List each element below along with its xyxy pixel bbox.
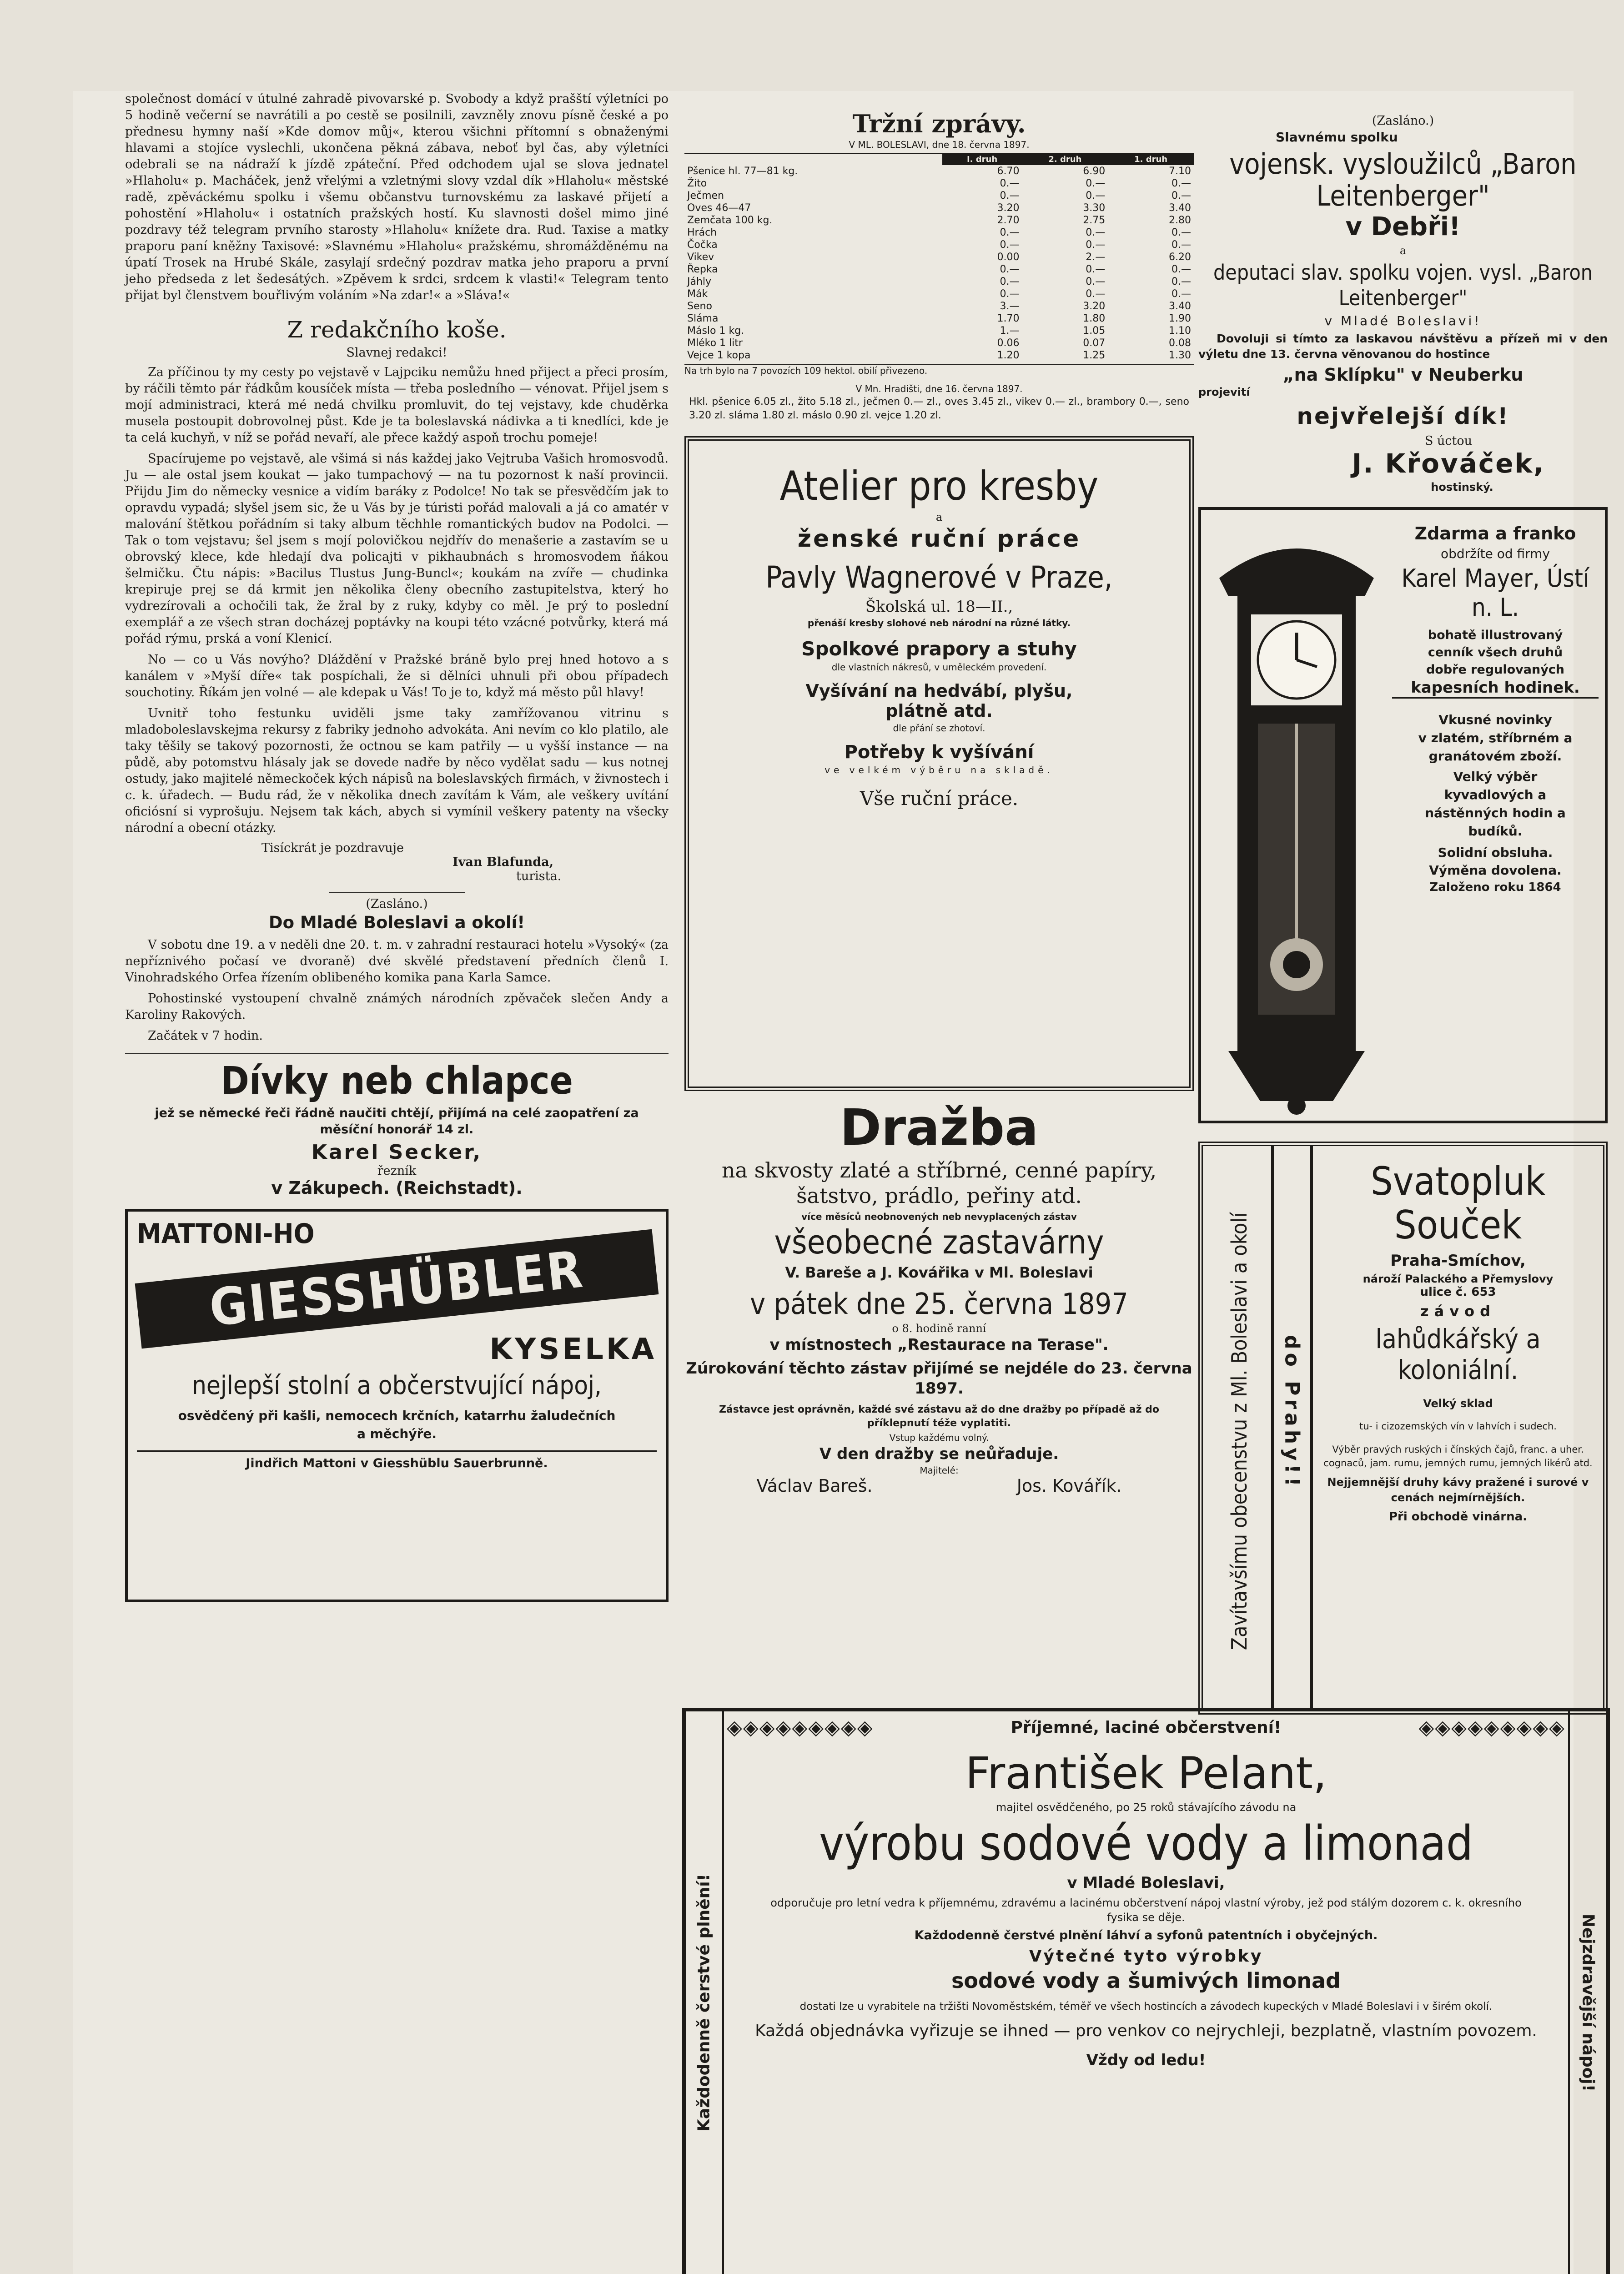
- clock-solid: Solidní obsluha.: [1438, 845, 1553, 860]
- soucek-body: [1313, 1146, 1603, 1710]
- atelier-flags-sub: dle vlastních nákresů, v uměleckém provedení.: [831, 662, 1047, 673]
- market-commodity: Hrách: [687, 227, 717, 238]
- auction-title: Dražba: [840, 1098, 1039, 1157]
- clock-watches: kapesních hodinek.: [1392, 679, 1599, 699]
- letter-paragraph: Za příčinou ty my cesty po vejstavě v Lajpciku nemůžu hned přiject a přeci prosím, by ráčili těmto pár řádkům kousíček místa — třeba posledního — vénovat. Přijel jsem s mojí administraci, která mé nedá chvilku promluvit, do tej vejstavy, kde chuděrka musela postoupit dobrovolnej půst. Kde je ta boleslavská nádivka a ti knedlíci, kde je ta celá kuchyň, v níž se pořád nevaří, ale přece každý aspoň trochu pomeje!: [125, 365, 669, 445]
- auction-house: všeobecné zastavárny: [774, 1223, 1104, 1261]
- thanks-deputation-place: v Mladé Boleslavi!: [1324, 313, 1482, 328]
- atelier-embroidery-2: plátně atd.: [885, 701, 993, 721]
- sent-label: (Zasláno.): [366, 897, 428, 911]
- thanks-dedication: Slavnému spolku: [1276, 130, 1398, 145]
- market-commodity: Máslo 1 kg.: [687, 325, 744, 337]
- ad-text: jež se německé řeči řádně naučiti chtějí, přijímá na celé zaopatření za měsíční honorář 14 zl.: [155, 1106, 639, 1137]
- pelant-body: [727, 1716, 1565, 2069]
- divider: [329, 892, 465, 893]
- market-row: [684, 239, 1194, 251]
- letter-paragraph: Spacírujeme po vejstavě, ale všimá si nás každej jako Vejtruba Vašich hromosvodů. Ju — ale ostal jsem koukat — jako tumpachový — na tu pozornost k naší provincii. Přijdu Jim do německy vesnice a vidím baráky z Podolce! No tak se přesvědčím jak to opravdu vypadá; slyšel jsem sic, že u Vás by je túristi pořád malovali a já co amatér v malování štětkou pořádním si taky album těchhle romantických budov na Podolci. — Tak o tom vejstavu; šel jsem s mojí polovičkou nejdřív do menašerie a zastavím se u obrovský klece, kde hledají dva policajti v pikhaubnách s hromosvodem ňákou šelmičku. Čtu nápis: »Bacilus Tlustus Jung-Buncl«; koukám na zvíře — chudinka krepiruje prej se dá krmit jen několika členy obecního zastupitelstva, který ho vydrezírovali a ochočili tak, že žral by z ruky, kdyby co měl. Je prý to poslední exemplář a ze všech stran docházej poptávky na koupi této vzácné potvůrky, která má pořád rýmu, prská a voní Klenicí.: [125, 452, 669, 646]
- market-price: 0.—: [1086, 288, 1106, 300]
- market-row: [684, 337, 1194, 349]
- thanks-heading: nejvřelejší dík!: [1297, 403, 1509, 429]
- divider: [125, 1053, 669, 1054]
- auction-owner: Jos. Kovářík.: [1016, 1476, 1122, 1496]
- ad-mattoni-top: MATTONI-HO: [137, 1218, 315, 1250]
- clock-text: [1392, 510, 1605, 1121]
- thanks-signer: J. Křováček,: [1352, 448, 1545, 479]
- market-price: 3.20: [1083, 301, 1106, 312]
- market-price: 1.70: [997, 313, 1020, 324]
- middle-column: [684, 91, 1194, 1496]
- clock-free: Zdarma a franko: [1414, 523, 1576, 543]
- soucek-city: Praha-Smíchov,: [1390, 1252, 1526, 1270]
- market-commodity: Zemčata 100 kg.: [687, 215, 773, 226]
- auction-owner: Václav Bareš.: [756, 1476, 873, 1496]
- letter-paragraph: No — co u Vás novýho? Dláždění v Pražské bráně bylo prej hned hotovo a s kanálem v »Myší díře« tak pospíchali, že si dělníci uhnuli při obou případech souchotiny. Říkám jen volné — ale kdepak u Vás! To je to, když má město půl hlavy!: [125, 653, 669, 699]
- pelant-text: odporučuje pro letní vedra k příjemnému, zdravému a lacinému občerstvení nápoj vlastní výroby, jež pod stálým dozorem c. k. okresního fysika se děje.: [770, 1897, 1522, 1924]
- market-price: 3.40: [1169, 202, 1191, 214]
- pelant-name: František Pelant,: [965, 1748, 1327, 1799]
- pelant-right-text: Nejzdravější nápoj!: [1579, 1913, 1598, 2092]
- market-row: [684, 312, 1194, 325]
- market-dateline: V ML. BOLESLAVI, dne 18. června 1897.: [849, 139, 1030, 150]
- market-price: 1.25: [1083, 350, 1106, 361]
- market-commodity: Čočka: [687, 239, 718, 251]
- ad-role: řezník: [377, 1164, 417, 1178]
- atelier-embroidery: Vyšívání na hedvábí, plyšu,: [805, 681, 1073, 701]
- ad-mattoni-foot: Jindřich Mattoni v Giesshüblu Sauerbrunně.: [137, 1450, 657, 1470]
- ornament-icon: ◈◈◈◈◈◈◈◈◈: [727, 1716, 874, 1739]
- market-commodity: Řepka: [687, 264, 718, 275]
- auction-place: v místnostech „Restaurace na Terase".: [769, 1336, 1109, 1354]
- market-price: 1.90: [1169, 313, 1191, 324]
- soucek-side-2: [1274, 1146, 1313, 1710]
- market-row: [684, 202, 1194, 214]
- ad-mattoni-line: nejlepší stolní a občerstvující nápoj,: [191, 1371, 602, 1400]
- market-price: 0.—: [1171, 239, 1191, 251]
- market-row: [684, 325, 1194, 337]
- pelant-left-band: [686, 1711, 724, 2274]
- pelant-sold: dostati lze u vyrabitele na tržišti Novoměstském, téměř ve všech hostincích a závodech kupeckých v Mladé Boleslavi i v širém okolí.: [799, 2001, 1493, 2012]
- auction-items: na skvosty zlaté a stříbrné, cenné papíry, šatstvo, prádlo, peřiny atd.: [721, 1158, 1157, 1208]
- thanks-veterans: vojensk. vysloužilců „Baron Leitenberger": [1229, 147, 1577, 212]
- soucek-street: ulice č. 653: [1420, 1285, 1496, 1299]
- atelier-supplies: Potřeby k vyšívání: [844, 742, 1034, 763]
- market-price: 0.—: [1000, 239, 1020, 251]
- atelier-owner: Pavly Wagnerové v Praze,: [765, 560, 1113, 595]
- market-row: [684, 288, 1194, 300]
- pelant-excellent: Výtečné tyto výrobky: [1029, 1947, 1263, 1966]
- auction-owners-label: Majitelé:: [920, 1465, 959, 1476]
- pelant-place: v Mladé Boleslavi,: [1067, 1874, 1225, 1892]
- ad-clock: [1198, 507, 1608, 1123]
- letter-paragraph: Uvnitř toho festunku uviděli jsme taky zamřížovanou vitrinu s mladoboleslavskejma rekursy z fabriky jednoho advokáta. Ani nevím co klo platilo, ale taky těšily se takový pozornosti, že octnou se kam patřily — u vyšší instance — na půdě, aby potomstvu hlásaly jak se dovede nadře by něco vydělat sadu — kus notnej ostudy, jako majitelé německoček kých nápisů na boleslavských firmách, v živnostech i c. k. úřadech. — Budu rád, že v několika dnech zavítám k Vám, ale veškery uvítání oficiósní si vyprošuju. Nejsem tak kách, abych si vymínil veškery patenty na všecky národní a obecní otázky.: [125, 706, 669, 835]
- market-row: [684, 276, 1194, 288]
- soucek-side: [1203, 1146, 1274, 1710]
- market-price: 3.—: [1000, 301, 1020, 312]
- thanks-deputation: deputaci slav. spolku vojen. vysl. „Baron Leitenberger": [1213, 260, 1593, 310]
- market-price: 0.—: [1000, 190, 1020, 201]
- sent-paragraph: V sobotu dne 19. a v neděli dne 20. t. m. v zahradní restauraci hotelu »Vysoký« (za nepříznivého počasí ve dvoraně) dvé skvělé představení předních členů I. Vinohradského Orfea řízením oblibeného komika pana Karla Samce.: [125, 938, 669, 985]
- soucek-side-2-text: do Prahy!!: [1280, 1335, 1304, 1490]
- market-price: 0.—: [1000, 178, 1020, 189]
- ad-atelier: [684, 436, 1194, 1091]
- market-commodity: Sláma: [687, 313, 719, 324]
- soucek-choice: Výběr pravých ruských i čínských čajů, franc. a uher. cognaců, jam. rumu, jemných rumu, jemných likérů atd.: [1323, 1444, 1593, 1469]
- market-row: [684, 300, 1194, 312]
- market-price: 0.—: [1000, 276, 1020, 287]
- thanks-shown: projevití: [1198, 386, 1250, 398]
- atelier-title: Atelier pro kresby: [779, 463, 1099, 509]
- clock-novelty: Vkusné novinky: [1438, 712, 1552, 727]
- ad-thanks: [1198, 114, 1608, 493]
- ad-pelant: [682, 1708, 1610, 2274]
- atelier-handmade: Vše ruční práce.: [860, 787, 1019, 810]
- market-row: [684, 251, 1194, 263]
- sent-paragraph: Pohostinské vystoupení chvalně známých národních zpěvaček slečen Andy a Karoliny Rakových.: [125, 991, 669, 1022]
- pelant-right-band: [1568, 1711, 1606, 2274]
- soucek-trade: lahůdkářský a koloniální.: [1375, 1323, 1541, 1385]
- clock-founded: Založeno roku 1864: [1429, 880, 1561, 894]
- market-price: 0.—: [1086, 239, 1106, 251]
- market-price: 0.—: [1171, 178, 1191, 189]
- market-price: 0.—: [1171, 288, 1191, 300]
- market-commodity: Pšenice hl. 77—81 kg.: [687, 166, 798, 177]
- market-commodity: Mléko 1 litr: [687, 337, 743, 349]
- market-price: 2.—: [1086, 252, 1106, 263]
- market-note: Na trh bylo na 7 povozích 109 hektol. obilí přivezeno.: [684, 364, 1194, 376]
- market-price: 1.—: [1000, 325, 1020, 337]
- auction-no-lend: V den dražby se neůřaduje.: [819, 1445, 1059, 1463]
- market-row: [684, 177, 1194, 190]
- sent-heading: Do Mladé Boleslavi a okolí!: [268, 913, 525, 932]
- soucek-service: Při obchodě vinárna.: [1388, 1510, 1528, 1524]
- clock-desc-3: dobře regulovaných: [1426, 663, 1565, 677]
- market-commodity: Seno: [687, 301, 712, 312]
- market-price: 0.—: [1171, 264, 1191, 275]
- market-row: [684, 263, 1194, 276]
- ad-mattoni-sub: KYSELKA: [489, 1333, 657, 1366]
- market-price: 2.70: [997, 215, 1020, 226]
- ad-name: Karel Secker,: [311, 1141, 483, 1164]
- article-continuation: společnost domácí v útulné zahradě pivovarské p. Svobody a když prašští výletníci po 5 hodině večerní se navrátili a po cestě se posilnili, zavzněly znovu písně české a po přednesu hymny naší »Kde domov můj«, kterou všichni přítomní s obnaženými hlavami a stojíce vyslechli, ukončena pěkná zábava, neboť byl čas, aby výletníci odebrali se na nádraží k jízdě zpáteční. Před odchodem ujal se slova jednatel »Hlaholu« p. Macháček, jenž vřelými a vzletnými slovy vzdal dík »Hlaholu« městské radě, zpěváckému spolku i všemu občanstvu turnovskému za laskavé přijetí a pohostění »Hlaholu« i ostatních pražských hostí. Ku slavnosti došel mimo jiné pozdravy též telegram prvního starosty »Hlaholu« knížete dra. Rud. Taxise a matky praporu paní kněžny Taxisové: »Slavnému »Hlaholu« pražskému, shromážděnému na úpatí Trosek na Hrubé Skále, zasylají srdečný pozdrav matka jeho praporu a první jeho předseda z let šedesátých. »Zpěvem k srdci, srdcem k vlasti!« Telegram tento přijat byl členstvem bouřlivým voláním »Na zdar!« a »Sláva!«: [125, 92, 669, 302]
- clock-illustration: [1201, 510, 1392, 1121]
- market-price: 3.30: [1083, 202, 1106, 214]
- market-header: 1. druh: [1108, 153, 1194, 165]
- thanks-and: a: [1399, 244, 1407, 257]
- market-price: 6.90: [1083, 166, 1106, 177]
- market-price: 1.10: [1169, 325, 1191, 337]
- atelier-craft: ženské ruční práce: [797, 525, 1081, 553]
- market-price: 0.07: [1083, 337, 1106, 349]
- sent-paragraph: Začátek v 7 hodin.: [148, 1029, 263, 1043]
- market-price: 0.06: [997, 337, 1020, 349]
- soucek-coffee: Nejjemnější druhy kávy pražené i surové v cenách nejmírnějších.: [1327, 1476, 1589, 1504]
- thanks-inn: „na Sklípku" v Neuberku: [1282, 365, 1523, 385]
- market-price: 6.20: [1169, 252, 1191, 263]
- letter-signature-role: turista.: [516, 869, 562, 883]
- market-price: 0.—: [1086, 276, 1106, 287]
- ad-mattoni-brand: GIESSHÜBLER: [206, 1240, 587, 1338]
- market-price: 3.40: [1169, 301, 1191, 312]
- market-price: 0.—: [1171, 276, 1191, 287]
- soucek-stock-2: tu- i cizozemských vín v lahvích i sudech.: [1359, 1421, 1557, 1432]
- atelier-a: a: [935, 511, 943, 523]
- market-commodity: Žito: [687, 178, 707, 189]
- market-price: 2.75: [1083, 215, 1106, 226]
- market-row: [684, 349, 1194, 362]
- ad-mattoni-use: osvědčený při kašli, nemocech krčních, katarrhu žaludečních a měchýře.: [178, 1408, 616, 1441]
- auction-time: o 8. hodině ranní: [892, 1322, 986, 1335]
- soucek-name: Svatopluk Souček: [1370, 1159, 1546, 1248]
- atelier-flags: Spolkové prapory a stuhy: [801, 638, 1077, 660]
- left-column: [125, 91, 669, 1602]
- atelier-embroidery-sub: dle přání se zhotoví.: [893, 723, 985, 734]
- ad-soucek: [1198, 1142, 1608, 1715]
- auction-entry: Vstup každému volný.: [889, 1432, 989, 1443]
- market-row: [684, 214, 1194, 226]
- pelant-top: Příjemné, laciné občerstvení!: [1011, 1718, 1282, 1737]
- market-price: 1.30: [1169, 350, 1191, 361]
- thanks-signer-role: hostinský.: [1431, 481, 1493, 493]
- market-price: 0.—: [1000, 264, 1020, 275]
- market-price: 1.05: [1083, 325, 1106, 337]
- pelant-left-text: Každodenně čerstvé plnění!: [694, 1873, 714, 2132]
- market-price: 0.—: [1171, 190, 1191, 201]
- auction-notes: Zástavce jest oprávněn, každé své zástavu až do dne dražby po případě až do příklepnutí téže vyplatiti.: [719, 1404, 1160, 1429]
- market-table: [684, 153, 1194, 362]
- market-commodity: Vejce 1 kopa: [687, 350, 751, 361]
- pelant-ice: Vždy od ledu!: [1086, 2051, 1206, 2069]
- market-commodity: Jáhly: [687, 276, 712, 287]
- market-row: [684, 190, 1194, 202]
- ornament-icon: ◈◈◈◈◈◈◈◈◈: [1418, 1716, 1565, 1739]
- ad-auction: [684, 1100, 1194, 1496]
- clock-gold: v zlatém, stříbrném a granátovém zboží.: [1418, 730, 1573, 764]
- market-dateline-2: V Mn. Hradišti, dne 16. června 1897.: [855, 383, 1023, 394]
- pelant-top-row: [727, 1716, 1565, 1739]
- market-row: [684, 226, 1194, 239]
- pelant-desc: majitel osvědčeného, po 25 roků stávajícího závodu na: [996, 1801, 1297, 1814]
- market-title: Tržní zprávy.: [852, 109, 1026, 138]
- market-note-2: Hkl. pšenice 6.05 zl., žito 5.18 zl., ječmen 0.— zl., oves 3.45 zl., vikev 0.— zl., brambory 0.—, seno 3.20 zl. sláma 1.80 zl. máslo 0.90 zl. vejce 1.20 zl.: [689, 396, 1189, 421]
- letter-closing: Tisíckrát je pozdravuje: [261, 841, 404, 855]
- thanks-place: v Debři!: [1345, 212, 1461, 241]
- market-price: 1.20: [997, 350, 1020, 361]
- clock-exchange: Výměna dovolena.: [1429, 863, 1562, 878]
- market-row: [684, 165, 1194, 177]
- market-price: 0.08: [1169, 337, 1191, 349]
- market-commodity: Oves 46—47: [687, 202, 751, 214]
- ad-girls-boys: [125, 1059, 669, 1198]
- market-price: 0.00: [997, 252, 1020, 263]
- atelier-street: Školská ul. 18—II.,: [865, 598, 1013, 616]
- wall-clock-icon: [1201, 510, 1392, 1119]
- auction-note: více měsíců neobnovených neb nevyplacených zástav: [801, 1211, 1077, 1222]
- market-price: 0.—: [1086, 264, 1106, 275]
- clock-from: obdržíte od firmy: [1440, 546, 1550, 561]
- ad-place: v Zákupech. (Reichstadt).: [271, 1178, 523, 1198]
- newspaper-page: [73, 91, 1608, 2274]
- soucek-factory: závod: [1420, 1303, 1496, 1320]
- market-price: 2.80: [1169, 215, 1191, 226]
- clock-choice: Velký výběr: [1453, 769, 1538, 784]
- auction-signatures: [684, 1476, 1194, 1496]
- pelant-order: Každá objednávka vyřizuje se ihned — pro venkov co nejrychleji, bezplatně, vlastním povozem.: [755, 2022, 1537, 2040]
- clock-firm: Karel Mayer, Ústí n. L.: [1401, 564, 1589, 622]
- market-price: 0.—: [1000, 227, 1020, 238]
- auction-owners: V. Bareše a J. Kovářika v Ml. Boleslavi: [785, 1264, 1093, 1281]
- thanks-text: Dovoluji si tímto za laskavou návštěvu a přízeň mi v den výletu dne 13. června věnovanou do hostince: [1198, 332, 1608, 361]
- soucek-stock: Velký sklad: [1423, 1397, 1493, 1410]
- market-price: 0.—: [1086, 190, 1106, 201]
- pelant-product: výrobu sodové vody a limonad: [819, 1816, 1473, 1871]
- market-price: 7.10: [1169, 166, 1191, 177]
- market-price: 0.—: [1000, 288, 1020, 300]
- pelant-soda: sodové vody a šumivých limonad: [951, 1968, 1341, 1993]
- auction-interest: Zúrokování těchto zástav přijímé se nejdéle do 23. června 1897.: [686, 1359, 1192, 1398]
- atelier-line: přenáší kresby slohové neb národní na různé látky.: [807, 618, 1071, 629]
- market-price: 1.80: [1083, 313, 1106, 324]
- letter-signature: Ivan Blafunda,: [453, 855, 554, 869]
- thanks-label: (Zasláno.): [1372, 114, 1434, 128]
- letter-salutation: Slavnej redakci!: [346, 346, 447, 360]
- market-price: 0.—: [1171, 227, 1191, 238]
- market-header: 2. druh: [1022, 153, 1108, 165]
- market-price: 3.20: [997, 202, 1020, 214]
- market-commodity: Ječmen: [687, 190, 724, 201]
- market-price: 0.—: [1086, 227, 1106, 238]
- clock-desc-2: cenník všech druhů: [1428, 645, 1563, 659]
- section-heading: Z redakčního koše.: [287, 317, 507, 343]
- auction-date: v pátek dne 25. června 1897: [750, 1288, 1128, 1321]
- thanks-regards: S úctou: [1424, 434, 1473, 448]
- market-price: 0.—: [1086, 178, 1106, 189]
- pelant-daily: Každodenně čerstvé plnění láhví a syfonů patentních i obyčejných.: [914, 1928, 1378, 1942]
- soucek-corner: nároží Palackého a Přemyslovy: [1363, 1273, 1554, 1285]
- market-commodity: Mák: [687, 288, 708, 300]
- ad-mattoni: [125, 1209, 669, 1602]
- clock-desc: bohatě illustrovaný: [1428, 628, 1563, 642]
- ad-title: Dívky neb chlapce: [221, 1058, 573, 1103]
- market-header: I. druh: [942, 153, 1022, 165]
- market-price: 6.70: [997, 166, 1020, 177]
- atelier-supplies-sub: ve velkém výběru na skladě.: [825, 765, 1054, 775]
- right-column: [1198, 91, 1608, 1715]
- clock-pendulum: kyvadlových a nástěnných hodin a budíků.: [1425, 787, 1566, 839]
- soucek-side-text: Zavítavšímu obecenstvu z Ml. Boleslavi a okolí: [1227, 1212, 1252, 1650]
- market-commodity: Vikev: [687, 252, 714, 263]
